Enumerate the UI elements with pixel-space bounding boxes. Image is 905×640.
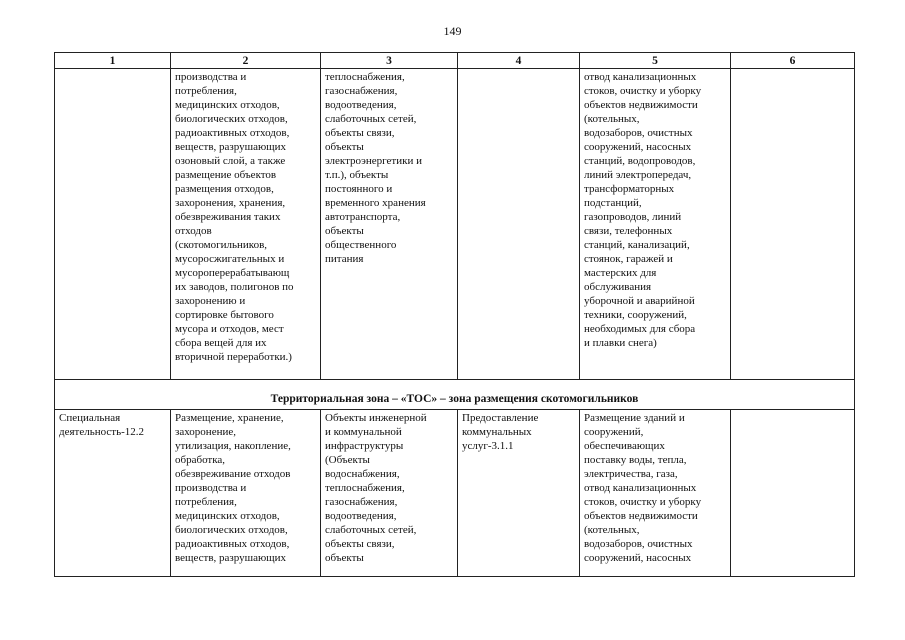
cell-notes — [731, 410, 855, 577]
page-number: 149 — [443, 24, 462, 38]
cell-conditional-description: отвод канализационных стоков, очистку и уборку объектов недвижимости (котельных, водозаборов, очистных сооружений, насосных станций, водопроводов, линий электропередач, трансформаторных подстанций, газопроводов, линий связи, телефонных станций, канализаций, стоянок, гаражей и мастерских для обслуживания уборочной и аварийной техники, сооружений, необходимых для сбора и плавки снега) — [580, 69, 731, 380]
cell-main-use-description: производства и потребления, медицинских отходов, биологических отходов, радиоактивных отходов, веществ, разрушающих озоновый слой, а также размещение объектов размещения отходов, захоронения, хранения, обезвреживания таких отходов (скотомогильников, мусоросжигательных и мусороперерабатывающ их заводов, полигонов по захоронению и сортировке бытового мусора и отходов, мест сбора вещей для их вторичной переработки.) — [171, 69, 321, 380]
cell-use-type: Специальная деятельность-12.2 — [55, 410, 171, 577]
cell-auxiliary-objects: теплоснабжения, газоснабжения, водоотведения, слаботочных сетей, объекты связи, объекты электроэнергетики и т.п.), объекты постоянного и временного хранения автотранспорта, объекты общественного питания — [321, 69, 458, 380]
table-row-continued — [55, 69, 855, 380]
header-col-3: 3 — [321, 53, 458, 69]
table-row — [55, 410, 855, 577]
cell-use-type — [55, 69, 171, 380]
cell-notes — [731, 69, 855, 380]
zone-title: Территориальная зона – «ТОС» – зона размещения скотомогильников — [55, 380, 855, 410]
cell-auxiliary-objects: Объекты инженерной и коммунальной инфраструктуры (Объекты водоснабжения, теплоснабжения, газоснабжения, водоотведения, слаботочных сетей, объекты связи, объекты — [321, 410, 458, 577]
cell-conditional-description: Размещение зданий и сооружений, обеспечивающих поставку воды, тепла, электричества, газа, отвод канализационных стоков, очистку и уборку объектов недвижимости (котельных, водозаборов, очистных сооружений, насосных — [580, 410, 731, 577]
cell-main-use-description: Размещение, хранение, захоронение, утилизация, накопление, обработка, обезвреживание отходов производства и потребления, медицинских отходов, биологических отходов, радиоактивных отходов, веществ, разрушающих — [171, 410, 321, 577]
header-col-4: 4 — [458, 53, 580, 69]
header-col-1: 1 — [55, 53, 171, 69]
cell-conditional-use — [458, 69, 580, 380]
header-col-6: 6 — [731, 53, 855, 69]
zone-title-row — [55, 380, 855, 410]
zoning-table — [54, 52, 855, 577]
header-row — [55, 53, 855, 69]
header-col-2: 2 — [171, 53, 321, 69]
header-col-5: 5 — [580, 53, 731, 69]
cell-conditional-use: Предоставление коммунальных услуг-3.1.1 — [458, 410, 580, 577]
